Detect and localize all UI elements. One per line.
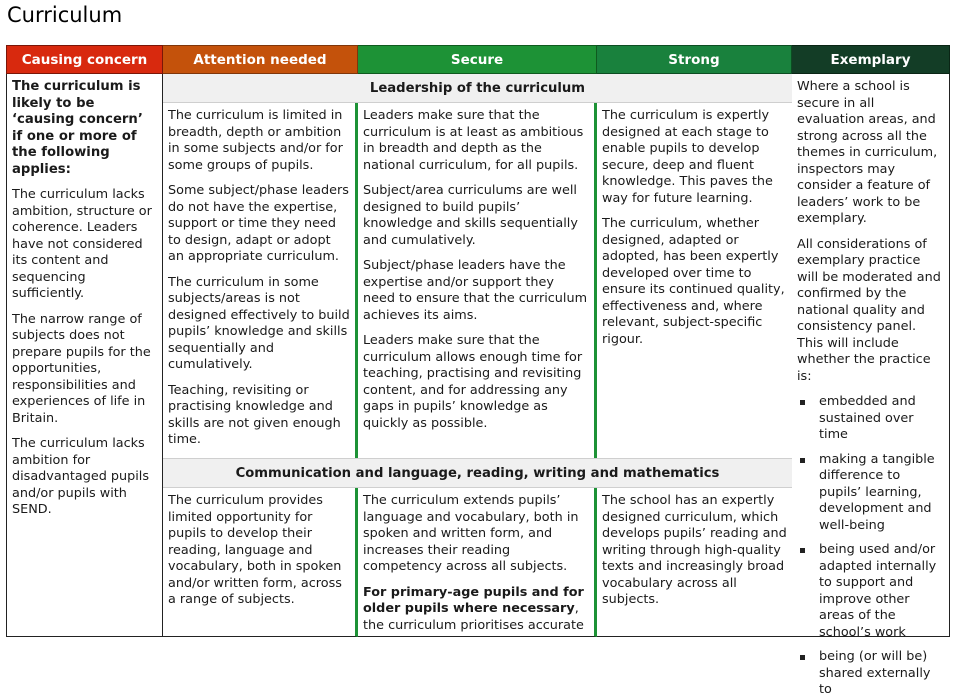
header-attention-needed: Attention needed [163,45,358,74]
communication-attention-item: The curriculum provides limited opportunity for pupils to develop their reading, language and vocabulary, both in spoken and/or written form, across a range of subjects. [168,493,342,607]
leadership-attention-item: Some subject/phase leaders do not have the expertise, support or time they need to design, adapt or adopt an appropriate curriculum. [168,183,349,264]
communication-attention-needed-cell [163,488,358,637]
leadership-secure-item: Subject/area curriculums are well designed to build pupils’ knowledge and skills sequentially and cumulatively. [363,183,578,248]
section-title-leadership: Leadership of the curriculum [163,74,792,103]
exemplary-bullet: being (or will be) shared externally to [797,649,944,699]
causing-concern-item: The curriculum lacks ambition, structure or coherence. Leaders have not considered its content and sequencing sufficiently. [12,187,152,301]
causing-concern-item: The narrow range of subjects does not prepare pupils for the opportunities, responsibilities and experiences of life in Britain. [12,311,151,426]
curriculum-table [6,45,950,697]
primary-age-emphasis: For primary-age pupils and for older pupils where necessary [363,584,584,616]
leadership-secure-item: Leaders make sure that the curriculum is at least as ambitious in breadth and depth as the national curriculum, for all pupils. [363,108,584,173]
leadership-attention-item: The curriculum is limited in breadth, depth or ambition in some subjects and/or for some groups of pupils. [168,108,343,173]
leadership-strong-item: The curriculum is expertly designed at each stage to enable pupils to develop secure, deep and fluent knowledge. This paves the way for future learning. [602,108,773,206]
causing-concern-lead: The curriculum is likely to be ‘causing concern’ if one or more of the following applies: [12,79,143,177]
leadership-secure-item: Subject/phase leaders have the expertise and/or support they need to ensure that the curriculum achieves its aims. [363,258,588,323]
exemplary-bullet: embedded and sustained over time [797,394,944,444]
leadership-attention-item: Teaching, revisiting or practising knowledge and skills are not given enough time. [168,382,341,447]
communication-secure-cell [358,488,597,637]
header-strong: Strong [597,45,792,74]
header-secure: Secure [358,45,597,74]
section-title-communication: Communication and language, reading, writing and mathematics [163,458,792,488]
page-title: Curriculum [7,3,123,27]
causing-concern-item: The curriculum lacks ambition for disadvantaged pupils and/or pupils with SEND. [12,436,150,517]
exemplary-bullet: making a tangible difference to pupils’ learning, development and well-being [797,452,944,535]
exemplary-paragraph: All considerations of exemplary practice will be moderated and confirmed by the national quality and consistency panel. This will include whether the practice is: [797,236,941,384]
communication-strong-item: The school has an expertly designed curriculum, which develops pupils’ reading and writing through high-quality texts and increasingly broad vocabulary across all subjects. [602,493,787,607]
leadership-secure-cell [358,103,597,458]
header-exemplary: Exemplary [792,45,950,74]
communication-secure-item-primary [363,585,589,635]
communication-strong-cell [597,488,792,637]
leadership-attention-item: The curriculum in some subjects/areas is not designed effectively to build pupils’ knowledge and skills sequentially and cumulatively. [168,274,350,372]
leadership-attention-needed-cell [163,103,358,458]
exemplary-bullet: being used and/or adapted internally to support and improve other areas of the school’s work [797,542,944,641]
primary-age-tail: , the curriculum prioritises accurate [363,601,584,633]
leadership-secure-item: Leaders make sure that the curriculum allows enough time for teaching, practising and revisiting content, and for addressing any gaps in pupils’ knowledge as quickly as possible. [363,333,583,431]
causing-concern-cell [6,74,163,637]
exemplary-bullet-list [797,394,944,699]
exemplary-paragraph: Where a school is secure in all evaluation areas, and strong across all the themes in curriculum, inspectors may consider a feature of leaders’ work to be exemplary. [797,79,938,226]
exemplary-cell [792,74,950,697]
leadership-strong-item: The curriculum, whether designed, adapted or adopted, has been expertly developed over time to ensure its continued quality, effectiveness and, where relevant, subject-specific rigour. [602,216,785,347]
leadership-strong-cell [597,103,792,458]
header-causing-concern: Causing concern [6,45,163,74]
communication-secure-item: The curriculum extends pupils’ language and vocabulary, both in spoken and written form, and increases their reading competency across all subjects. [363,493,579,574]
